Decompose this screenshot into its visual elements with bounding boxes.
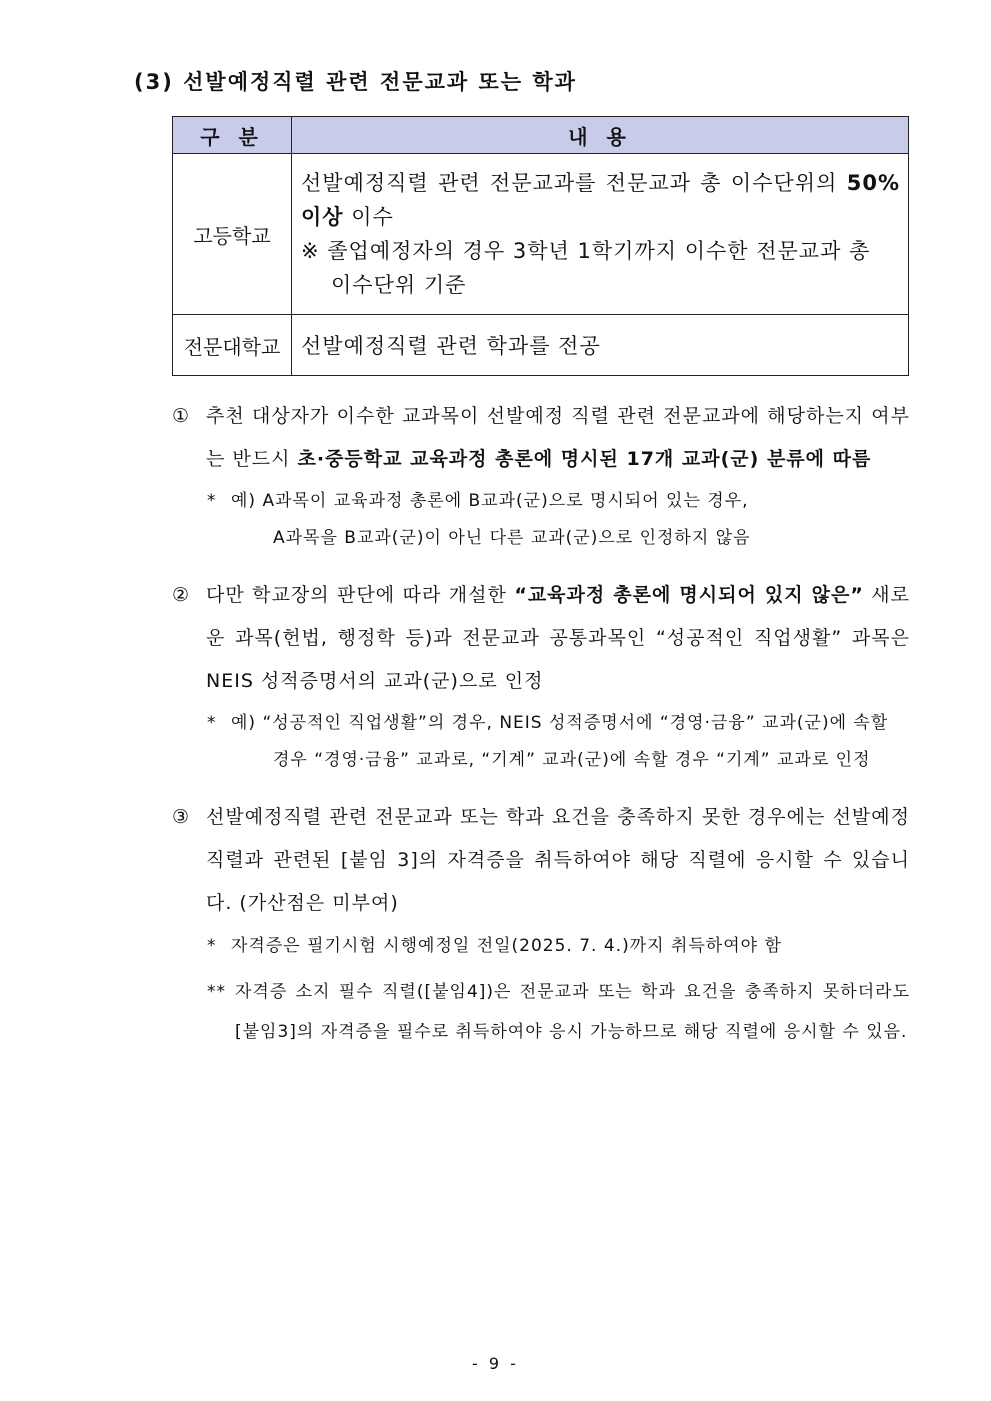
item-body: 선발예정직렬 관련 전문교과 또는 학과 요건을 충족하지 못한 경우에는 선발예정직렬과 관련된 [붙임 3]의 자격증을 취득하여야 해당 직렬에 응시할 수 있습니다. (가산점은 미부여) <box>206 806 910 914</box>
table-header-row <box>173 117 909 154</box>
graduate-note: ※ 졸업예정자의 경우 3학년 1학기까지 이수한 전문교과 총 <box>301 239 871 263</box>
page-number: - 9 - <box>472 1354 519 1373</box>
row-label-highschool: 고등학교 <box>173 154 292 315</box>
note-marker: * <box>207 713 217 733</box>
row-content-college: 선발예정직렬 관련 학과를 전공 <box>292 315 909 376</box>
requirement-suffix: 이수 <box>343 205 394 229</box>
note-marker: * <box>207 936 217 956</box>
column-header-category: 구 분 <box>173 117 292 154</box>
list-item-2 <box>172 574 910 703</box>
list-item-1 <box>172 395 910 481</box>
table-row <box>173 315 909 376</box>
item-emphasis: “교육과정 총론에 명시되어 있지 않은” <box>514 584 864 606</box>
item-text-continued: 새로운 과목(헌법, 행정학 등)과 전문교과 공통과목인 “성공적인 직업생활” 과목은 NEIS 성적증명서의 교과(군)으로 인정 <box>206 584 910 692</box>
item-3-note-2 <box>207 972 910 1052</box>
note-marker: ** <box>207 982 226 1002</box>
row-content-highschool <box>292 154 909 315</box>
note-line-2: A과목을 B교과(군)이 아닌 다른 교과(군)으로 인정하지 않음 <box>273 528 751 548</box>
list-item-3 <box>172 796 910 925</box>
note-line-1: 예) A과목이 교육과정 총론에 B교과(군)으로 명시되어 있는 경우, <box>231 491 749 511</box>
item-body <box>206 395 910 481</box>
column-header-content: 내 용 <box>292 117 909 154</box>
requirement-percent: 50% 이상 <box>301 171 900 229</box>
item-1-note <box>207 483 910 557</box>
note-marker: * <box>207 491 217 511</box>
row-label-college: 전문대학교 <box>173 315 292 376</box>
item-body <box>206 574 910 703</box>
requirement-text: 선발예정직렬 관련 전문교과를 전문교과 총 이수단위의 <box>301 171 838 195</box>
item-emphasis: 초·중등학교 교육과정 총론에 명시된 17개 교과(군) 분류에 따름 <box>297 448 872 470</box>
item-number: ③ <box>172 806 191 828</box>
section-heading: (3) 선발예정직렬 관련 전문교과 또는 학과 <box>134 70 577 94</box>
note-line-1: 예) “성공적인 직업생활”의 경우, NEIS 성적증명서에 “경영·금융” 교과(군)에 속할 <box>231 713 889 733</box>
item-text: 추천 대상자가 이수한 교과목이 선발예정 직렬 관련 전문교과에 해당하는지 여부는 반드시 <box>206 405 910 470</box>
note-line-2: 경우 “경영·금융” 교과로, “기계” 교과(군)에 속할 경우 “기계” 교과로 인정 <box>273 750 871 770</box>
item-3-note <box>207 928 910 965</box>
item-number: ① <box>172 405 191 427</box>
note-text: 자격증 소지 필수 직렬([붙임4])은 전문교과 또는 학과 요건을 충족하지 못하더라도 [붙임3]의 자격증을 필수로 취득하여야 응시 가능하므로 해당 직렬에 응시할 수 있음. <box>235 982 910 1042</box>
note-line-1: 자격증은 필기시험 시행예정일 전일(2025. 7. 4.)까지 취득하여야 함 <box>231 936 782 956</box>
graduate-note-continued: 이수단위 기준 <box>331 273 467 297</box>
table-row <box>173 154 909 315</box>
highschool-requirement <box>301 166 900 234</box>
requirements-table <box>172 116 909 376</box>
item-number: ② <box>172 584 191 606</box>
item-2-note <box>207 705 910 779</box>
item-text: 다만 학교장의 판단에 따라 개설한 <box>206 584 515 606</box>
